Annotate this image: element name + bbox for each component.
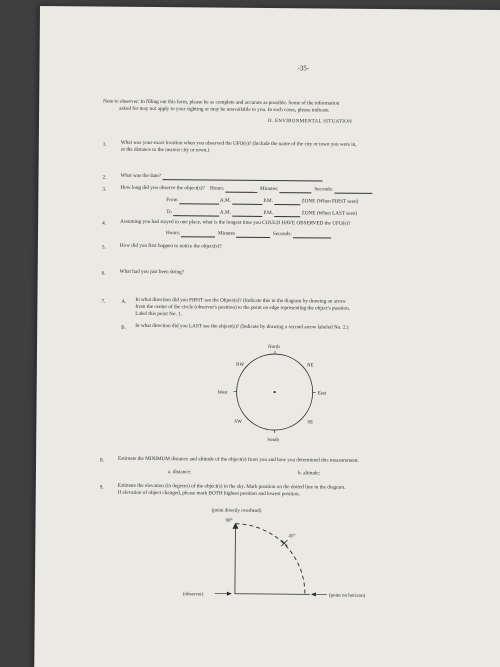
q3-to-pm: P.M.: [263, 209, 274, 217]
q4-seconds-blank[interactable]: [293, 232, 331, 238]
q3-from-pm-blank[interactable]: [274, 199, 300, 205]
q3-to-label: To: [166, 209, 172, 216]
q3-from-label: From: [166, 197, 178, 204]
q2-row: [120, 173, 322, 182]
note-line-1: Note to observer: In filling out this form, please be as complete and accurate as possible. Some of the information: [103, 98, 340, 107]
q3-hours-blank[interactable]: [225, 187, 257, 193]
q7-a-line-1: In what direction did you FIRST see the Object(s)? (Indicate this in the diagram by drawing an arrow: [135, 296, 346, 305]
q4-hours-blank[interactable]: [181, 231, 215, 237]
q5-text: How did you first happen to notice the object(s)?: [119, 242, 222, 250]
page-number: -35-: [297, 64, 310, 73]
compass-north: North: [268, 345, 280, 351]
compass-diagram[interactable]: [204, 339, 345, 450]
q4-time-row: [166, 230, 331, 238]
compass-se: SE: [307, 420, 314, 426]
q7-number: 7.: [101, 298, 106, 305]
compass-sw: SW: [234, 419, 242, 425]
q4-seconds-label: Seconds:: [272, 231, 292, 238]
compass-west: West: [217, 390, 228, 396]
q3-from-am-blank[interactable]: [232, 199, 262, 205]
q3-from-pm: P.M.: [263, 197, 273, 205]
compass-south: South: [267, 437, 279, 444]
q5-number: 5.: [101, 244, 106, 251]
q3-row: [120, 185, 372, 194]
q7-a-label: A.: [121, 298, 127, 305]
q1-text-1: What was your exact location when you observed the UFO(s)? (Include the name of the city or town you were in,: [120, 139, 357, 148]
compass-nw: NW: [235, 362, 245, 368]
q3-text: How long did you observe the object(s)?: [120, 184, 205, 192]
q3-to-blank[interactable]: [173, 210, 219, 216]
q3-zone-first: ZONE (When FIRST seen): [301, 198, 359, 205]
elevation-diagram[interactable]: [175, 503, 496, 606]
horizon-label: (point on horizon): [328, 593, 366, 599]
q7-b-label: B.: [121, 324, 126, 331]
q3-hours-label: Hours:: [209, 185, 225, 192]
q6-text: What had you just been doing?: [119, 268, 185, 276]
form-page: [34, 6, 500, 667]
horizon-arrowhead: [311, 592, 316, 596]
q2-text: What was the date?: [120, 172, 162, 180]
q3-to-am-blank[interactable]: [232, 211, 262, 217]
q9-number: 9.: [99, 484, 104, 491]
vertical-axis: [235, 526, 236, 594]
q7-a-line-3: Label this point No. 1.: [135, 310, 183, 318]
note-line-2: asked for may not apply to your sighting or may be unavailable to you. In such cases, please indicate.: [119, 105, 330, 114]
q1-text-2: or the distance to the nearest city or town.): [120, 146, 210, 154]
q3-from-row: [166, 197, 358, 206]
q7-b-text: In what direction did you LAST see the object(s)? (Indicate by drawing a second arrow labeled No. 2.): [135, 322, 349, 331]
observer-arrowhead: [227, 592, 232, 596]
q9-line-1: Estimate the elevation (in degrees) of the object(s) in the sky. Mark position on the dotted line in the diagram.: [117, 482, 346, 491]
date-blank[interactable]: [162, 174, 322, 181]
q2-number: 2.: [102, 174, 107, 181]
q4-hours-label: Hours:: [165, 230, 181, 237]
q3-minutes-label: Minutes:: [260, 185, 279, 193]
compass-ne: NE: [306, 363, 314, 369]
q3-to-row: [166, 209, 357, 218]
observer-label: (observer): [182, 592, 204, 598]
q3-seconds-blank[interactable]: [334, 188, 372, 194]
q4-text: Assuming you had stayed in one place, what is the longest time you COULD HAVE OBSERVED the UFO(s)?: [120, 218, 351, 227]
q4-number: 4.: [102, 220, 107, 227]
q3-to-am: A.M.: [219, 209, 231, 216]
q6-number: 6.: [101, 270, 106, 277]
q3-zone-last: ZONE (When LAST seen): [301, 210, 358, 217]
overhead-label: (point directly overhead): [211, 508, 262, 514]
q8-distance[interactable]: a. distance:: [167, 469, 192, 476]
compass-east: East: [317, 391, 327, 397]
q3-number: 3.: [102, 186, 107, 193]
q9-line-2: If elevation of object changed, please mark BOTH highest position and lowest position.: [117, 489, 300, 498]
q8-number: 8.: [100, 457, 104, 464]
section-heading: II. ENVIRONMENTAL SITUATION: [267, 118, 353, 125]
observer-dot: [274, 391, 276, 393]
q8-altitude[interactable]: b. altitude:: [297, 470, 321, 477]
q1-number: 1.: [102, 141, 107, 148]
q4-minutes-blank[interactable]: [236, 232, 270, 238]
deg45-label: 45°: [288, 534, 296, 540]
q3-to-pm-blank[interactable]: [274, 211, 300, 217]
q3-from-am: A.M.: [219, 197, 231, 204]
deg90-label: 90°: [225, 518, 233, 524]
q3-seconds-label: Seconds:: [314, 186, 334, 193]
horizontal-axis: [235, 594, 310, 595]
q7-a-line-2: from the center of the circle (observer's position) to the point on edge representing the object's position.: [135, 303, 351, 312]
q3-minutes-blank[interactable]: [280, 187, 312, 193]
q8-text: Estimate the MINIMUM distance and altitude of the object(s) from you and how you determined this measurement.: [118, 455, 359, 464]
q3-from-blank[interactable]: [179, 198, 219, 204]
q4-minutes-label: Minutes: [218, 230, 236, 237]
